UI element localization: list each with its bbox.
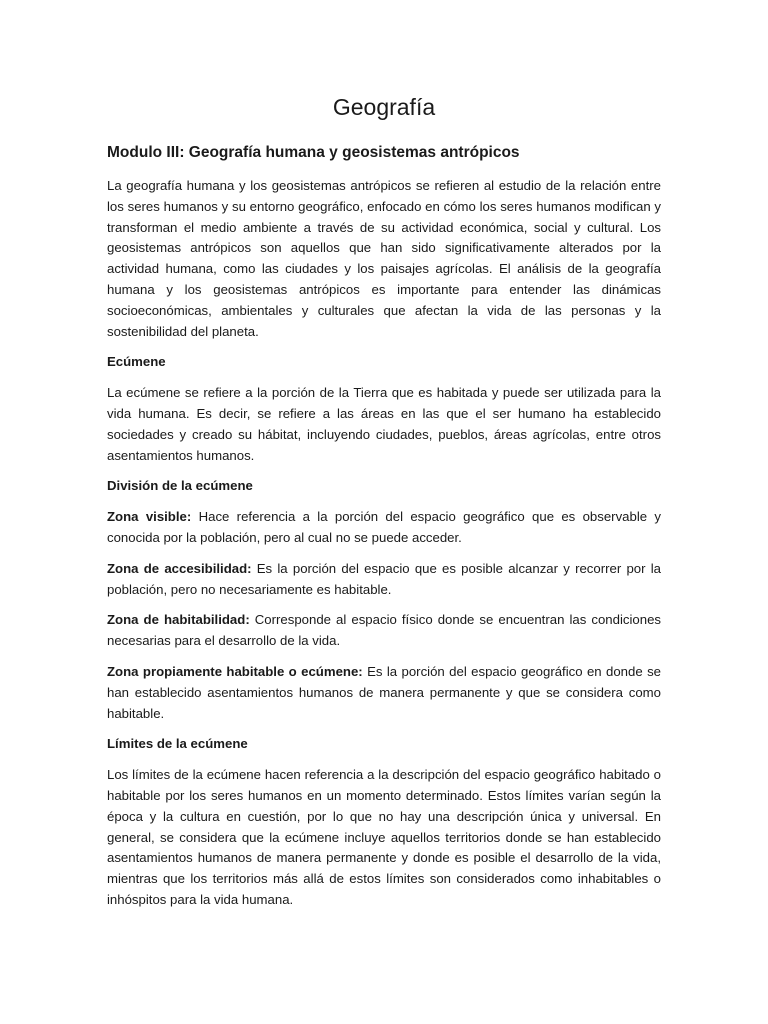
zone-habitable-term: Zona propiamente habitable o ecúmene: <box>107 663 363 679</box>
ecumene-paragraph: La ecúmene se refiere a la porción de la Tierra que es habitada y puede ser utilizada para la vida humana. Es decir, se refiere a las áreas en las que el ser humano ha establecido sociedades y creado su hábitat, incluyendo ciudades, pueblos, áreas agrícolas, entre otros asentamientos humanos. <box>107 385 661 463</box>
division-heading: División de la ecúmene <box>107 478 253 494</box>
document-body <box>107 90 661 921</box>
page-title: Geografía <box>332 94 436 120</box>
limits-heading: Límites de la ecúmene <box>107 736 248 752</box>
zone-accessibility-text: Es la porción del espacio que es posible alcanzar y recorrer por la población, pero no necesariamente es habitable. <box>107 560 661 597</box>
zone-accessibility-term: Zona de accesibilidad: <box>107 560 252 576</box>
zone-habitable-paragraph <box>107 662 661 724</box>
zone-habitability-term: Zona de habitabilidad: <box>107 612 250 628</box>
zone-visible-term: Zona visible: <box>107 509 192 525</box>
zone-visible-paragraph <box>107 507 661 549</box>
zone-visible-text: Hace referencia a la porción del espacio geográfico que es observable y conocida por la población, pero al cual no se puede acceder. <box>107 509 662 545</box>
zone-habitability-text: Corresponde al espacio físico donde se encuentran las condiciones necesarias para el desarrollo de la vida. <box>107 612 662 649</box>
ecumene-heading: Ecúmene <box>107 354 166 370</box>
module-heading: Modulo III: Geografía humana y geosistemas antrópicos <box>107 144 520 161</box>
zone-habitability-paragraph <box>107 610 661 652</box>
limits-paragraph: Los límites de la ecúmene hacen referencia a la descripción del espacio geográfico habitado o habitable por los seres humanos en un momento determinado. Estos límites varían según la época y la cultura en cuestión, por lo que no hay una descripción única y universal. En general, se considera que la ecúmene incluye aquellos territorios donde se han establecido asentamientos humanos de manera permanente y donde es posible el desarrollo de la vida, mientras que los territorios más allá de estos límites son considerados como inhabitables o inhóspitos para la vida humana. <box>107 767 661 907</box>
intro-paragraph: La geografía humana y los geosistemas antrópicos se refieren al estudio de la relación entre los seres humanos y su entorno geográfico, enfocado en cómo los seres humanos modifican y transforman el medio ambiente a través de su actividad económica, social y cultural. Los geosistemas antrópicos son aquellos que han sido significativamente alterados por la actividad humana, como las ciudades y los paisajes agrícolas. El análisis de la geografía humana y los geosistemas antrópicos es importante para entender las dinámicas socioeconómicas, ambientales y culturales que afectan la vida de las personas y la sostenibilidad del planeta. <box>107 178 661 339</box>
zone-accessibility-paragraph <box>107 559 661 601</box>
zone-habitable-text: Es la porción del espacio geográfico en donde se han establecido asentamientos humanos de manera permanente y que se considera como habitable. <box>107 663 661 721</box>
